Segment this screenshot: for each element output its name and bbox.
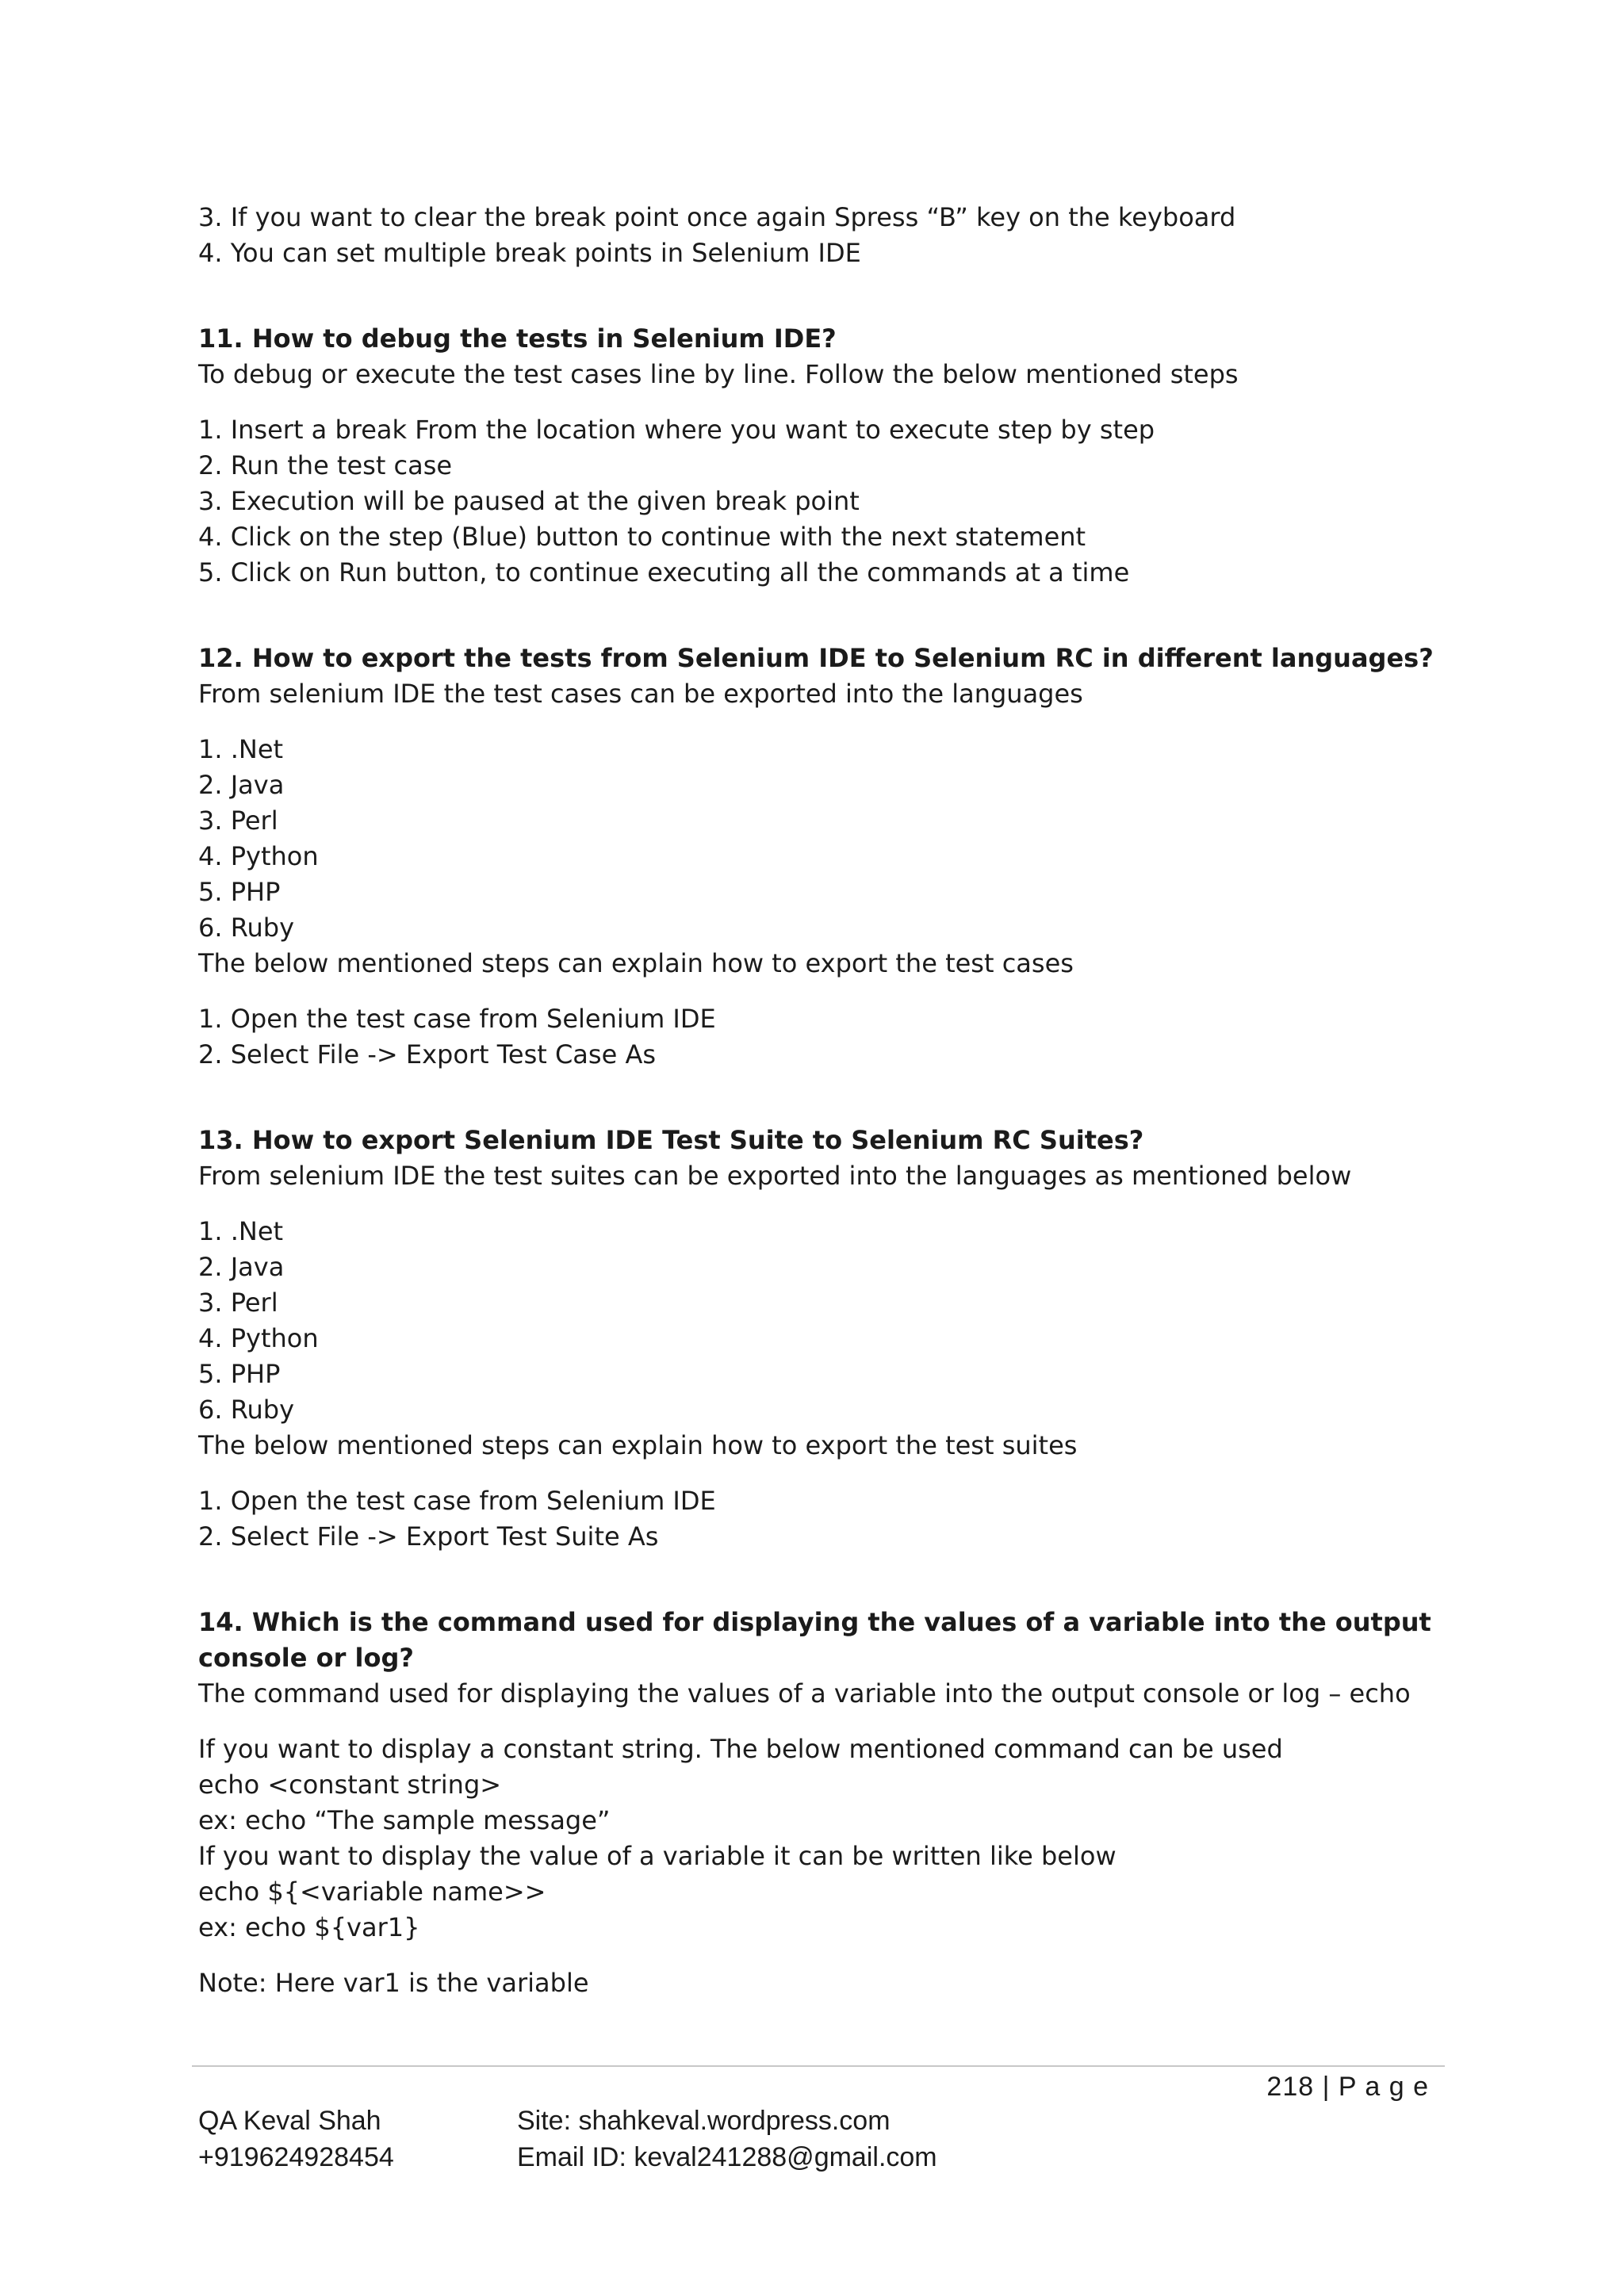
detail-line: echo <constant string> [198, 1770, 502, 1800]
page-content [198, 200, 1451, 2001]
footer-right [517, 2103, 937, 2175]
question-12-heading: 12. How to export the tests from Selenium IDE to Selenium RC in different languages? [198, 643, 1434, 673]
question-12-answer: From selenium IDE the test cases can be exported into the languages [198, 679, 1083, 709]
steps-intro: The below mentioned steps can explain how to export the test suites [198, 1430, 1078, 1460]
list-item: 3. Execution will be paused at the given break point [198, 486, 860, 516]
list-item: 6. Ruby [198, 1395, 295, 1425]
footer-phone: +919624928454 [198, 2142, 394, 2172]
intro-line: 4. You can set multiple break points in Selenium IDE [198, 238, 861, 268]
list-item: 5. Click on Run button, to continue executing all the commands at a time [198, 557, 1130, 587]
list-item: 1. Insert a break From the location where you want to execute step by step [198, 415, 1155, 445]
list-item: 2. Select File -> Export Test Case As [198, 1039, 656, 1070]
list-item: 5. PHP [198, 1359, 281, 1389]
detail-line: ex: echo ${var1} [198, 1912, 420, 1942]
detail-line: If you want to display a constant string. The below mentioned command can be used [198, 1734, 1283, 1764]
question-11-heading: 11. How to debug the tests in Selenium IDE? [198, 323, 837, 354]
detail-line: echo ${<variable name>> [198, 1877, 546, 1907]
intro-line: 3. If you want to clear the break point once again Spress “B” key on the keyboard [198, 202, 1236, 232]
list-item: 4. Python [198, 841, 319, 871]
detail-line: If you want to display the value of a variable it can be written like below [198, 1841, 1116, 1871]
list-item: 3. Perl [198, 806, 278, 836]
list-item: 4. Click on the step (Blue) button to continue with the next statement [198, 522, 1086, 552]
question-11-answer: To debug or execute the test cases line by line. Follow the below mentioned steps [198, 359, 1239, 389]
question-13-answer: From selenium IDE the test suites can be exported into the languages as mentioned below [198, 1161, 1352, 1191]
footer-left [198, 2103, 394, 2175]
list-item: 2. Run the test case [198, 450, 453, 480]
list-item: 2. Java [198, 770, 285, 800]
question-14-heading: 14. Which is the command used for displaying the values of a variable into the output console or log? [198, 1607, 1431, 1673]
page-number: 218 | P a g e [1266, 2072, 1429, 2102]
steps-intro: The below mentioned steps can explain how to export the test cases [198, 948, 1074, 978]
list-item: 2. Java [198, 1252, 285, 1282]
footer-email: Email ID: keval241288@gmail.com [517, 2142, 937, 2172]
footer-site: Site: shahkeval.wordpress.com [517, 2106, 891, 2136]
note-line: Note: Here var1 is the variable [198, 1968, 589, 1998]
question-14-answer: The command used for displaying the values of a variable into the output console or log – echo [198, 1678, 1411, 1709]
question-13-heading: 13. How to export Selenium IDE Test Suite to Selenium RC Suites? [198, 1125, 1144, 1155]
list-item: 1. Open the test case from Selenium IDE [198, 1486, 716, 1516]
list-item: 2. Select File -> Export Test Suite As [198, 1521, 659, 1552]
list-item: 3. Perl [198, 1288, 278, 1318]
list-item: 1. .Net [198, 734, 284, 764]
list-item: 1. Open the test case from Selenium IDE [198, 1004, 716, 1034]
footer-author: QA Keval Shah [198, 2106, 381, 2136]
list-item: 4. Python [198, 1323, 319, 1353]
list-item: 1. .Net [198, 1216, 284, 1246]
list-item: 6. Ruby [198, 913, 295, 943]
detail-line: ex: echo “The sample message” [198, 1805, 611, 1835]
footer-divider [192, 2065, 1445, 2067]
list-item: 5. PHP [198, 877, 281, 907]
